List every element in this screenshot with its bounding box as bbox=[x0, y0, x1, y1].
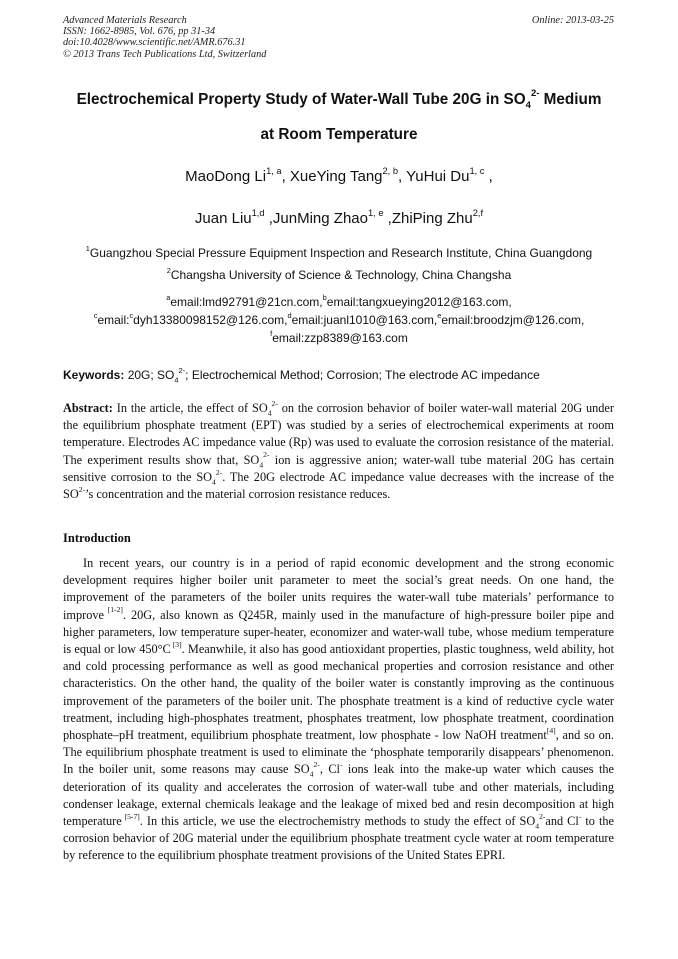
author-name: MaoDong Li bbox=[185, 168, 267, 185]
author-name: JunMing Zhao bbox=[272, 210, 368, 227]
author-separator: , bbox=[264, 210, 273, 227]
online-date: Online: 2013-03-25 bbox=[531, 15, 614, 26]
author-separator: , bbox=[383, 210, 392, 227]
author-sup: 2, b bbox=[382, 165, 399, 176]
intro-text: , and so on. The equilibrium phosphate treatment is used to eliminate the ‘phosphate temporarily disappears’ phenomenon. In the boiler unit, some reasons may cause SO bbox=[63, 728, 615, 777]
keywords-text-rest: ; Electrochemical Method; Corrosion; The electrode AC impedance bbox=[185, 368, 540, 382]
journal-header bbox=[63, 15, 483, 60]
email-text: email:zzp8389@163.com bbox=[272, 331, 408, 345]
email-line-2 bbox=[20, 310, 658, 328]
title-text: Electrochemical Property Study of Water-Wall Tube 20G in SO bbox=[76, 91, 526, 108]
author-name: YuHui Du bbox=[406, 168, 470, 185]
intro-sub: 4 bbox=[535, 821, 540, 831]
intro-text: ions leak into the make-up water which causes the deterioration of its quality and accelerates the corrosion of water-wall tube and other materials, including condenser leakage, external chemicals leakage and the leakage of mixed bed and resin decomposition at high temperature bbox=[63, 762, 614, 829]
introduction-body bbox=[63, 555, 614, 865]
keywords bbox=[63, 367, 623, 383]
abstract bbox=[63, 400, 614, 503]
intro-text: and Cl bbox=[545, 814, 579, 829]
author-separator: , bbox=[281, 168, 290, 185]
paper-title-line2: at Room Temperature bbox=[260, 126, 418, 143]
affiliation-sup: 1 bbox=[85, 243, 90, 253]
abstract-sup: 2- bbox=[271, 398, 278, 408]
intro-sup: 2- bbox=[539, 811, 546, 821]
section-heading-introduction: Introduction bbox=[63, 531, 131, 545]
intro-sub: 4 bbox=[309, 769, 314, 779]
email-sup: c bbox=[93, 310, 98, 320]
abstract-sup: 2- bbox=[215, 467, 223, 477]
author-sup: 1,d bbox=[251, 207, 265, 218]
email-text: email: bbox=[97, 313, 130, 327]
abstract-text: on the corrosion behavior of boiler water-wall material 20G under the equilibrium phosphate treatment (EPT) was studied by a series of electrochemical experiments at room temperature. Electrodes AC impedance value (Rp) was used to evaluate the corrosion resistance of the material. The experiment results show that, SO bbox=[63, 401, 614, 467]
email-sup: d bbox=[287, 310, 292, 320]
author-name: XueYing Tang bbox=[289, 168, 383, 185]
intro-sup: - bbox=[578, 811, 582, 821]
abstract-sub: 4 bbox=[267, 408, 272, 418]
journal-name: Advanced Materials Research bbox=[63, 15, 187, 26]
email-text: email:lmd92791@21cn.com, bbox=[170, 295, 323, 309]
email-sup: f bbox=[270, 328, 273, 338]
keywords-label: Keywords: bbox=[63, 368, 125, 382]
intro-text: to the corrosion behavior of 20G material under the equilibrium phosphate treatment cycle water at room temperature by reference to the equilibrium phosphate treatment provisions of the United States EPRI. bbox=[63, 814, 614, 863]
title-sup: 2- bbox=[530, 88, 540, 100]
affiliation-text: Changsha University of Science & Technology, China Changsha bbox=[170, 268, 512, 282]
title-sub: 4 bbox=[525, 100, 531, 112]
email-text: email:tangxueying2012@163.com, bbox=[326, 295, 512, 309]
abstract-sub: 4 bbox=[212, 477, 216, 487]
intro-sup: - bbox=[339, 760, 343, 770]
abstract-sub: 4 bbox=[259, 460, 264, 470]
intro-text: , Cl bbox=[319, 762, 340, 777]
keywords-sup: 2- bbox=[178, 365, 186, 375]
abstract-sup: 2- bbox=[263, 450, 270, 460]
intro-text: . Meanwhile, it also has good antioxidant properties, plastic toughness, weld ability, hot and cold processing performance as well as good mechanical properties and corrosion resistance and other characteristics. On the other hand, the quality of the boiler water is constantly improving as the continuous improvement of the parameters of the boiler unit. The phosphate treatment is a kind of reductive cycle water treatment, including high-phosphates treatment, phosphates treatment, low phosphate treatment, coordination phosphate–pH treatment, equilibrium phosphate treatment, low phosphate - low NaOH treatment bbox=[63, 642, 614, 743]
author-line-2 bbox=[20, 207, 658, 228]
email-text: email:juanl1010@163.com, bbox=[291, 313, 438, 327]
intro-text: . In this article, we use the electrochemistry methods to study the effect of SO bbox=[139, 814, 536, 829]
abstract-text: ion is aggressive anion; water-wall tube material 20G has certain sensitive corrosion to the SO bbox=[63, 452, 614, 484]
doi-line: doi:10.4028/www.scientific.net/AMR.676.31 bbox=[63, 37, 246, 49]
email-text: dyh13380098152@126.com, bbox=[133, 313, 288, 327]
keywords-sub: 4 bbox=[174, 375, 179, 385]
citation-ref[interactable]: [3] bbox=[170, 639, 182, 649]
author-separator: , bbox=[484, 168, 493, 185]
abstract-sup: 2- bbox=[78, 484, 86, 494]
email-sup: c bbox=[129, 310, 134, 320]
author-name: ZhiPing Zhu bbox=[391, 210, 473, 227]
email-text: email:broodzjm@126.com, bbox=[441, 313, 585, 327]
citation-ref[interactable]: [5-7] bbox=[121, 811, 140, 821]
citation-ref[interactable]: [4] bbox=[546, 725, 556, 735]
introduction-paragraph bbox=[63, 555, 614, 865]
intro-sup: 2- bbox=[313, 760, 320, 770]
abstract-paragraph bbox=[63, 400, 614, 503]
abstract-text: . The 20G electrode AC impedance value decreases with the increase of the SO bbox=[63, 469, 614, 502]
citation-ref[interactable]: [1-2] bbox=[103, 605, 123, 615]
affiliation-1 bbox=[20, 243, 658, 261]
paper-title bbox=[30, 90, 648, 110]
author-name: Juan Liu bbox=[194, 210, 252, 227]
affiliation-text: Guangzhou Special Pressure Equipment Inspection and Research Institute, China Guangdong bbox=[89, 246, 593, 260]
author-line-1 bbox=[20, 165, 658, 186]
email-sup: b bbox=[322, 292, 327, 302]
email-line-1 bbox=[20, 292, 658, 310]
affiliation-sup: 2 bbox=[166, 265, 171, 275]
intro-text: . 20G, also known as Q245R, mainly used in the manufacture of high-pressure boiler pipe and higher parameters, low temperature super-heater, economizer and water-wall tube, whose medium temperature is equal or low 450°C bbox=[63, 607, 614, 657]
author-separator: , bbox=[398, 168, 407, 185]
author-sup: 1, e bbox=[367, 207, 384, 218]
abstract-text: In the article, the effect of SO bbox=[112, 401, 268, 415]
email-sup: a bbox=[166, 292, 171, 302]
email-line-3 bbox=[20, 328, 658, 346]
author-sup: 1, c bbox=[469, 165, 485, 176]
intro-text: In recent years, our country is in a period of rapid economic development and the strong economic development requires higher boiler unit parameter to meet the social’s great needs. On one hand, the improvement of the parameters of the boiler units requires the water-wall tube materials’ performance to improve bbox=[63, 556, 614, 622]
abstract-text: ’s concentration and the material corrosion resistance reduces. bbox=[85, 487, 391, 502]
author-sup: 1, a bbox=[266, 165, 282, 176]
author-sup: 2,f bbox=[472, 207, 484, 218]
copyright-line: © 2013 Trans Tech Publications Ltd, Switzerland bbox=[63, 48, 267, 60]
abstract-label: Abstract: bbox=[63, 401, 113, 415]
title-text-medium: Medium bbox=[539, 91, 602, 108]
email-sup: e bbox=[437, 310, 442, 320]
affiliation-2 bbox=[20, 265, 658, 283]
keywords-text: 20G; SO bbox=[124, 368, 175, 382]
issn-line: ISSN: 1662-8985, Vol. 676, pp 31-34 bbox=[63, 26, 216, 38]
